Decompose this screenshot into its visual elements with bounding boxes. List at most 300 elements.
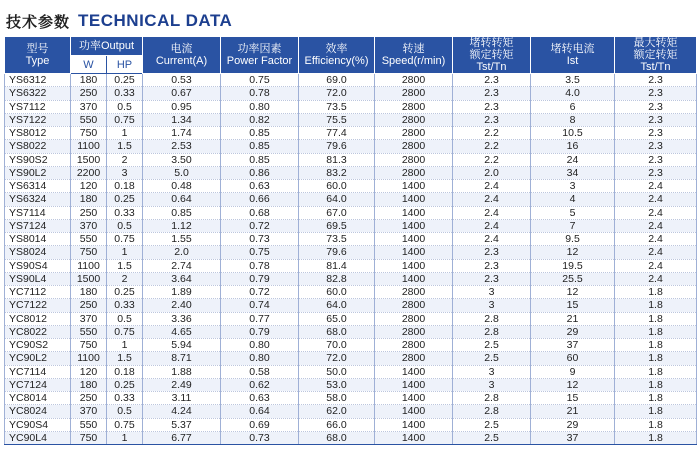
table-cell: 2.8 (453, 312, 531, 325)
table-cell: 8.71 (143, 352, 221, 365)
table-cell: 1400 (375, 259, 453, 272)
table-cell: 2.4 (453, 180, 531, 193)
table-cell: 4.24 (143, 405, 221, 418)
table-cell: YS6322 (5, 87, 71, 100)
table-body (5, 74, 697, 445)
table-row (5, 87, 697, 100)
table-cell: 1500 (71, 153, 107, 166)
table-cell: 1.8 (615, 365, 697, 378)
table-cell: 2.3 (453, 259, 531, 272)
table-row (5, 431, 697, 444)
table-cell: 1100 (71, 352, 107, 365)
table-cell: 37 (531, 339, 615, 352)
table-row (5, 405, 697, 418)
table-cell: YS7122 (5, 113, 71, 126)
table-cell: 250 (71, 87, 107, 100)
table-cell: 0.75 (221, 74, 299, 87)
table-row (5, 325, 697, 338)
table-cell: 0.5 (107, 312, 143, 325)
header-output-hp: HP (107, 56, 143, 74)
table-cell: 5.0 (143, 166, 221, 179)
table-cell: 370 (71, 405, 107, 418)
table-cell: 2800 (375, 286, 453, 299)
table-cell: YC7124 (5, 378, 71, 391)
technical-data-table (4, 36, 697, 445)
table-cell: 10.5 (531, 127, 615, 140)
table-cell: 0.25 (107, 286, 143, 299)
table-cell: 79.6 (299, 246, 375, 259)
table-cell: 3 (453, 378, 531, 391)
table-cell: 12 (531, 378, 615, 391)
table-cell: 2800 (375, 127, 453, 140)
table-row (5, 153, 697, 166)
table-cell: 750 (71, 127, 107, 140)
table-cell: 37 (531, 431, 615, 444)
table-row (5, 127, 697, 140)
table-cell: 2.3 (453, 87, 531, 100)
table-cell: 15 (531, 299, 615, 312)
table-cell: YS6314 (5, 180, 71, 193)
table-cell: 2800 (375, 352, 453, 365)
header-output-w: W (71, 56, 107, 74)
table-cell: 2800 (375, 325, 453, 338)
table-cell: 0.80 (221, 352, 299, 365)
table-cell: 0.5 (107, 405, 143, 418)
header-type: 型号 Type (5, 37, 71, 74)
table-cell: 1.74 (143, 127, 221, 140)
table-cell: 2800 (375, 299, 453, 312)
table-cell: 2.4 (615, 272, 697, 285)
table-cell: 2 (107, 153, 143, 166)
table-cell: YS7124 (5, 219, 71, 232)
table-cell: 1.5 (107, 140, 143, 153)
table-cell: 2.4 (615, 193, 697, 206)
table-cell: 0.77 (221, 312, 299, 325)
table-cell: 5.94 (143, 339, 221, 352)
table-cell: 2.3 (615, 153, 697, 166)
table-cell: 1.34 (143, 113, 221, 126)
table-cell: 0.75 (107, 325, 143, 338)
table-cell: 8 (531, 113, 615, 126)
table-cell: 2.4 (615, 206, 697, 219)
table-row (5, 339, 697, 352)
table-cell: 2800 (375, 100, 453, 113)
table-row (5, 259, 697, 272)
table-cell: 1.12 (143, 219, 221, 232)
table-row (5, 219, 697, 232)
table-cell: 83.2 (299, 166, 375, 179)
table-cell: 0.58 (221, 365, 299, 378)
table-cell: 3 (107, 166, 143, 179)
table-cell: 66.0 (299, 418, 375, 431)
table-cell: 0.72 (221, 219, 299, 232)
table-cell: 0.68 (221, 206, 299, 219)
table-cell: 2.5 (453, 418, 531, 431)
table-cell: 2.2 (453, 127, 531, 140)
table-cell: 2.3 (615, 100, 697, 113)
header-output: 功率Output (71, 37, 143, 56)
table-row (5, 299, 697, 312)
table-cell: 1.8 (615, 339, 697, 352)
table-cell: 72.0 (299, 87, 375, 100)
table-cell: 1.8 (615, 299, 697, 312)
table-cell: 0.75 (221, 246, 299, 259)
table-cell: 0.72 (221, 286, 299, 299)
table-cell: 2800 (375, 74, 453, 87)
table-cell: 69.0 (299, 74, 375, 87)
table-cell: 1.8 (615, 392, 697, 405)
table-cell: 0.95 (143, 100, 221, 113)
table-cell: 6.77 (143, 431, 221, 444)
table-cell: 2800 (375, 312, 453, 325)
table-cell: YS8012 (5, 127, 71, 140)
table-cell: 1 (107, 246, 143, 259)
table-cell: 79.6 (299, 140, 375, 153)
table-cell: 2.4 (615, 233, 697, 246)
table-cell: 0.25 (107, 193, 143, 206)
table-cell: 1400 (375, 206, 453, 219)
table-cell: YC90L2 (5, 352, 71, 365)
table-cell: 2.5 (453, 431, 531, 444)
table-cell: 64.0 (299, 193, 375, 206)
table-cell: 1.55 (143, 233, 221, 246)
table-cell: 1100 (71, 259, 107, 272)
table-cell: YC8022 (5, 325, 71, 338)
table-cell: 2.8 (453, 392, 531, 405)
table-cell: 1100 (71, 140, 107, 153)
table-cell: 0.48 (143, 180, 221, 193)
table-cell: 250 (71, 299, 107, 312)
header-speed: 转速 Speed(r/min) (375, 37, 453, 74)
table-cell: 0.64 (221, 405, 299, 418)
table-cell: 0.75 (107, 233, 143, 246)
table-cell: YC90S4 (5, 418, 71, 431)
table-cell: 2.4 (453, 206, 531, 219)
table-cell: 73.5 (299, 100, 375, 113)
table-cell: 1 (107, 127, 143, 140)
table-cell: 1400 (375, 219, 453, 232)
table-cell: 2.0 (453, 166, 531, 179)
table-cell: 4 (531, 193, 615, 206)
table-cell: 2.74 (143, 259, 221, 272)
table-cell: 1.89 (143, 286, 221, 299)
table-cell: 75.5 (299, 113, 375, 126)
table-cell: 2.3 (615, 74, 697, 87)
table-cell: 2.8 (453, 405, 531, 418)
table-cell: 2800 (375, 166, 453, 179)
page-title (6, 10, 232, 32)
table-cell: 4.0 (531, 87, 615, 100)
table-cell: 0.66 (221, 193, 299, 206)
table-cell: 0.5 (107, 219, 143, 232)
header-current: 电流 Current(A) (143, 37, 221, 74)
table-cell: 2.3 (453, 246, 531, 259)
table-cell: 0.69 (221, 418, 299, 431)
table-cell: 0.25 (107, 74, 143, 87)
table-cell: 1.8 (615, 378, 697, 391)
table-cell: 2.4 (615, 246, 697, 259)
table-cell: 0.79 (221, 325, 299, 338)
table-row (5, 233, 697, 246)
table-cell: 2.2 (453, 153, 531, 166)
table-row (5, 166, 697, 179)
table-cell: YS8014 (5, 233, 71, 246)
table-cell: 120 (71, 180, 107, 193)
table-cell: 3 (531, 180, 615, 193)
table-cell: 24 (531, 153, 615, 166)
table-cell: 58.0 (299, 392, 375, 405)
table-cell: YC90S2 (5, 339, 71, 352)
table-cell: 12 (531, 246, 615, 259)
table-cell: 2200 (71, 166, 107, 179)
table-cell: 1400 (375, 193, 453, 206)
table-cell: YS90S4 (5, 259, 71, 272)
table-cell: 550 (71, 418, 107, 431)
table-cell: 550 (71, 233, 107, 246)
table-cell: 2.3 (453, 100, 531, 113)
table-cell: 72.0 (299, 352, 375, 365)
table-cell: 1400 (375, 180, 453, 193)
table-cell: 2.53 (143, 140, 221, 153)
table-cell: 3.50 (143, 153, 221, 166)
table-cell: 0.73 (221, 233, 299, 246)
table-cell: 81.4 (299, 259, 375, 272)
table-cell: 2.5 (453, 339, 531, 352)
table-cell: 67.0 (299, 206, 375, 219)
table-cell: 0.64 (143, 193, 221, 206)
table-cell: 1 (107, 339, 143, 352)
table-cell: 180 (71, 193, 107, 206)
table-cell: 12 (531, 286, 615, 299)
table-cell: 0.33 (107, 299, 143, 312)
table-cell: 0.86 (221, 166, 299, 179)
table-cell: 70.0 (299, 339, 375, 352)
table-cell: 0.80 (221, 339, 299, 352)
table-cell: 1 (107, 431, 143, 444)
table-cell: 3 (453, 299, 531, 312)
table-cell: 2.4 (615, 259, 697, 272)
table-cell: 0.78 (221, 259, 299, 272)
table-cell: 750 (71, 339, 107, 352)
table-cell: YC90L4 (5, 431, 71, 444)
title-english: TECHNICAL DATA (78, 11, 233, 30)
table-cell: 3.5 (531, 74, 615, 87)
table-cell: 1400 (375, 272, 453, 285)
table-cell: 2.4 (615, 180, 697, 193)
table-cell: 1.8 (615, 286, 697, 299)
table-cell: 1.8 (615, 352, 697, 365)
table-cell: 60 (531, 352, 615, 365)
table-cell: 2.49 (143, 378, 221, 391)
table-row (5, 100, 697, 113)
table-cell: 0.73 (221, 431, 299, 444)
table-cell: 0.5 (107, 100, 143, 113)
table-cell: YC8014 (5, 392, 71, 405)
table-cell: 0.80 (221, 100, 299, 113)
table-cell: 250 (71, 392, 107, 405)
table-cell: 1400 (375, 392, 453, 405)
table-cell: 1.5 (107, 352, 143, 365)
table-cell: 60.0 (299, 286, 375, 299)
table-cell: 1.8 (615, 431, 697, 444)
table-cell: 0.18 (107, 365, 143, 378)
table-cell: 2.4 (615, 219, 697, 232)
table-cell: 0.62 (221, 378, 299, 391)
table-cell: 0.78 (221, 87, 299, 100)
table-row (5, 272, 697, 285)
header-locked-torque: 堵转转矩 额定转矩 Tst/Tn (453, 37, 531, 74)
table-cell: 1.8 (615, 325, 697, 338)
table-cell: 69.5 (299, 219, 375, 232)
table-row (5, 193, 697, 206)
table-cell: 3 (453, 365, 531, 378)
table-cell: 0.18 (107, 180, 143, 193)
table-cell: 29 (531, 325, 615, 338)
table-cell: 0.63 (221, 392, 299, 405)
table-cell: 750 (71, 431, 107, 444)
table-cell: 0.85 (221, 153, 299, 166)
table-cell: 0.53 (143, 74, 221, 87)
table-cell: 2.4 (453, 193, 531, 206)
table-cell: 68.0 (299, 325, 375, 338)
table-cell: YC8024 (5, 405, 71, 418)
table-row (5, 206, 697, 219)
table-cell: 2.3 (453, 74, 531, 87)
title-chinese: 技术参数 (6, 13, 71, 31)
table-row (5, 392, 697, 405)
table-cell: 3.11 (143, 392, 221, 405)
table-cell: 3 (453, 286, 531, 299)
table-cell: 5 (531, 206, 615, 219)
table-cell: 3.64 (143, 272, 221, 285)
table-cell: 1.5 (107, 259, 143, 272)
table-cell: YC8012 (5, 312, 71, 325)
table-row (5, 246, 697, 259)
table-cell: 77.4 (299, 127, 375, 140)
table-cell: YS90S2 (5, 153, 71, 166)
table-cell: 0.85 (221, 127, 299, 140)
table-cell: 16 (531, 140, 615, 153)
table-cell: YS7112 (5, 100, 71, 113)
table-cell: 2800 (375, 153, 453, 166)
table-cell: 0.85 (143, 206, 221, 219)
table-cell: 68.0 (299, 431, 375, 444)
table-cell: 6 (531, 100, 615, 113)
table-cell: 62.0 (299, 405, 375, 418)
table-row (5, 418, 697, 431)
table-row (5, 312, 697, 325)
table-cell: 34 (531, 166, 615, 179)
table-cell: YS7114 (5, 206, 71, 219)
table-cell: 180 (71, 378, 107, 391)
table-cell: 0.82 (221, 113, 299, 126)
table-cell: 2.40 (143, 299, 221, 312)
table-cell: YS90L4 (5, 272, 71, 285)
table-cell: 2800 (375, 113, 453, 126)
table-cell: 250 (71, 206, 107, 219)
table-cell: 60.0 (299, 180, 375, 193)
table-cell: 0.75 (107, 113, 143, 126)
table-cell: 21 (531, 312, 615, 325)
table-cell: 2.3 (615, 113, 697, 126)
table-cell: 73.5 (299, 233, 375, 246)
table-cell: 4.65 (143, 325, 221, 338)
table-cell: YC7114 (5, 365, 71, 378)
table-cell: 53.0 (299, 378, 375, 391)
table-cell: 1400 (375, 405, 453, 418)
table-cell: 15 (531, 392, 615, 405)
table-cell: 550 (71, 113, 107, 126)
table-cell: 2.3 (615, 166, 697, 179)
table-cell: 3.36 (143, 312, 221, 325)
table-cell: 120 (71, 365, 107, 378)
table-cell: 0.33 (107, 206, 143, 219)
table-cell: 180 (71, 74, 107, 87)
table-cell: 7 (531, 219, 615, 232)
table-cell: 2.5 (453, 352, 531, 365)
table-cell: 2.4 (453, 219, 531, 232)
table-row (5, 286, 697, 299)
table-cell: 370 (71, 219, 107, 232)
table-cell: 1400 (375, 378, 453, 391)
table-cell: 0.33 (107, 392, 143, 405)
table-row (5, 365, 697, 378)
table-cell: YS90L2 (5, 166, 71, 179)
header-max-torque: 最大转矩 额定转矩 Tst/Tn (615, 37, 697, 74)
table-cell: 2800 (375, 140, 453, 153)
table-cell: 2.3 (615, 127, 697, 140)
table-cell: 1400 (375, 431, 453, 444)
table-cell: 0.63 (221, 180, 299, 193)
table-cell: 0.75 (107, 418, 143, 431)
header-efficiency: 效率 Efficiency(%) (299, 37, 375, 74)
table-cell: 0.25 (107, 378, 143, 391)
table-cell: 2.8 (453, 325, 531, 338)
table-cell: 21 (531, 405, 615, 418)
header-locked-current: 堵转电流 Ist (531, 37, 615, 74)
table-cell: 82.8 (299, 272, 375, 285)
table-cell: 180 (71, 286, 107, 299)
table-cell: 1.8 (615, 312, 697, 325)
table-row (5, 113, 697, 126)
table-cell: 19.5 (531, 259, 615, 272)
table-cell: 5.37 (143, 418, 221, 431)
table-row (5, 352, 697, 365)
table-cell: 370 (71, 100, 107, 113)
table-cell: 65.0 (299, 312, 375, 325)
table-cell: YS8022 (5, 140, 71, 153)
table-cell: 2.2 (453, 140, 531, 153)
table-row (5, 140, 697, 153)
table-cell: 1400 (375, 365, 453, 378)
table-cell: YS6324 (5, 193, 71, 206)
table-cell: 0.79 (221, 272, 299, 285)
table-cell: 81.3 (299, 153, 375, 166)
table-row (5, 378, 697, 391)
table-cell: YC7112 (5, 286, 71, 299)
table-cell: 2.3 (615, 140, 697, 153)
table-cell: 750 (71, 246, 107, 259)
table-cell: 370 (71, 312, 107, 325)
table-cell: 1.8 (615, 418, 697, 431)
table-cell: 2.0 (143, 246, 221, 259)
table-cell: 2 (107, 272, 143, 285)
table-cell: 1400 (375, 233, 453, 246)
table-row (5, 74, 697, 87)
table-cell: 1.8 (615, 405, 697, 418)
table-cell: YS8024 (5, 246, 71, 259)
table-cell: 2.3 (453, 113, 531, 126)
